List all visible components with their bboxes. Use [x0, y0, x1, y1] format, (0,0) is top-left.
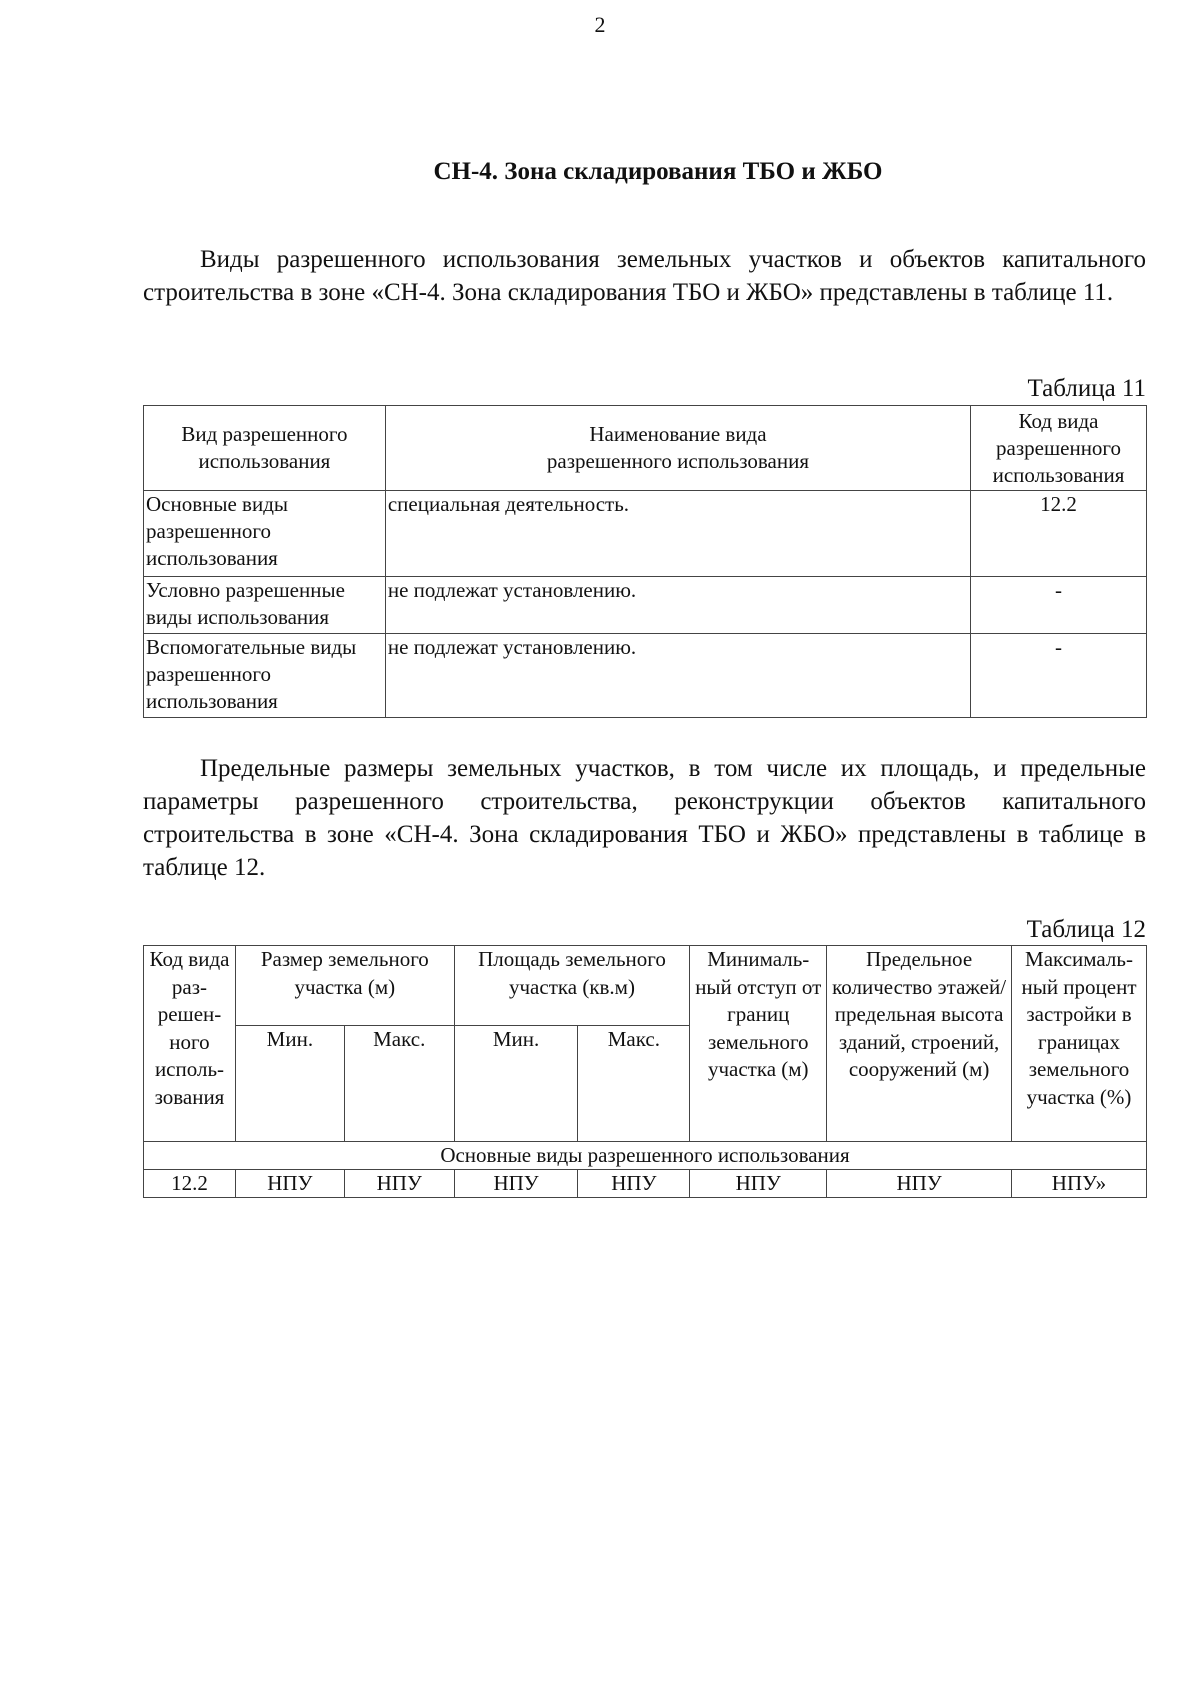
row-name: не подлежат установлению.	[385, 577, 970, 634]
header-size-min: Мин.	[235, 1026, 344, 1142]
cell-code: 12.2	[144, 1170, 236, 1198]
header-floors: Предельное количество этажей/ предельная высота зданий, строений, сооружений (м)	[827, 946, 1012, 1142]
header-area: Площадь земельного участка (кв.м)	[454, 946, 690, 1026]
table-12-caption: Таблица 12	[1026, 916, 1146, 943]
header-size: Размер земельного участка (м)	[235, 946, 454, 1026]
header-name	[385, 406, 970, 491]
table-row	[144, 1170, 1147, 1198]
header-type: Вид разрешенного использования	[144, 406, 386, 491]
section-row	[144, 1142, 1147, 1170]
row-type: Основные виды разрешенного использования	[144, 491, 386, 577]
row-code: -	[971, 577, 1147, 634]
header-area-min: Мин.	[454, 1026, 578, 1142]
table-11	[143, 405, 1147, 718]
table-12-header-row	[144, 946, 1147, 1026]
table-row	[144, 577, 1147, 634]
row-name: не подлежат установлению.	[385, 634, 970, 718]
cell-floors: НПУ	[827, 1170, 1012, 1198]
cell-coverage: НПУ»	[1012, 1170, 1147, 1198]
cell-area-max: НПУ	[578, 1170, 690, 1198]
cell-size-max: НПУ	[344, 1170, 454, 1198]
header-code: Код вида разрешенного использования	[971, 406, 1147, 491]
cell-setback: НПУ	[690, 1170, 827, 1198]
section-label: Основные виды разрешенного использования	[144, 1142, 1147, 1170]
row-type: Условно разрешенные виды использования	[144, 577, 386, 634]
page-number: 2	[594, 12, 606, 37]
header-name-line1: Наименование вида	[589, 422, 767, 446]
table-11-header-row	[144, 406, 1147, 491]
table-12	[143, 945, 1147, 1198]
header-size-max: Макс.	[344, 1026, 454, 1142]
cell-area-min: НПУ	[454, 1170, 578, 1198]
header-name-line2: разрешенного использования	[546, 449, 809, 473]
row-code: -	[971, 634, 1147, 718]
header-setback: Минималь-ный отступ от границ земельного участка (м)	[690, 946, 827, 1142]
header-code: Код вида раз-решен-ного исполь-зования	[144, 946, 236, 1142]
table-11-caption: Таблица 11	[1027, 375, 1146, 402]
section-heading: СН-4. Зона складирования ТБО и ЖБО	[433, 158, 883, 185]
header-area-max: Макс.	[578, 1026, 690, 1142]
limits-paragraph: Предельные размеры земельных участков, в том числе их площадь, и предельные параметры разрешенного строительства, реконструкции объектов капитального строительства в зоне «СН-4. Зона складирования ТБО и ЖБО» представлены в таблице в таблице 12.	[143, 755, 1146, 881]
cell-size-min: НПУ	[235, 1170, 344, 1198]
header-coverage: Максималь-ный процент застройки в границах земельного участка (%)	[1012, 946, 1147, 1142]
table-row	[144, 634, 1147, 718]
row-type: Вспомогательные виды разрешенного использования	[144, 634, 386, 718]
row-name: специальная деятельность.	[385, 491, 970, 577]
table-row	[144, 491, 1147, 577]
row-code: 12.2	[971, 491, 1147, 577]
intro-paragraph: Виды разрешенного использования земельных участков и объектов капитального строительства в зоне «СН-4. Зона складирования ТБО и ЖБО» представлены в таблице 11.	[143, 246, 1146, 306]
